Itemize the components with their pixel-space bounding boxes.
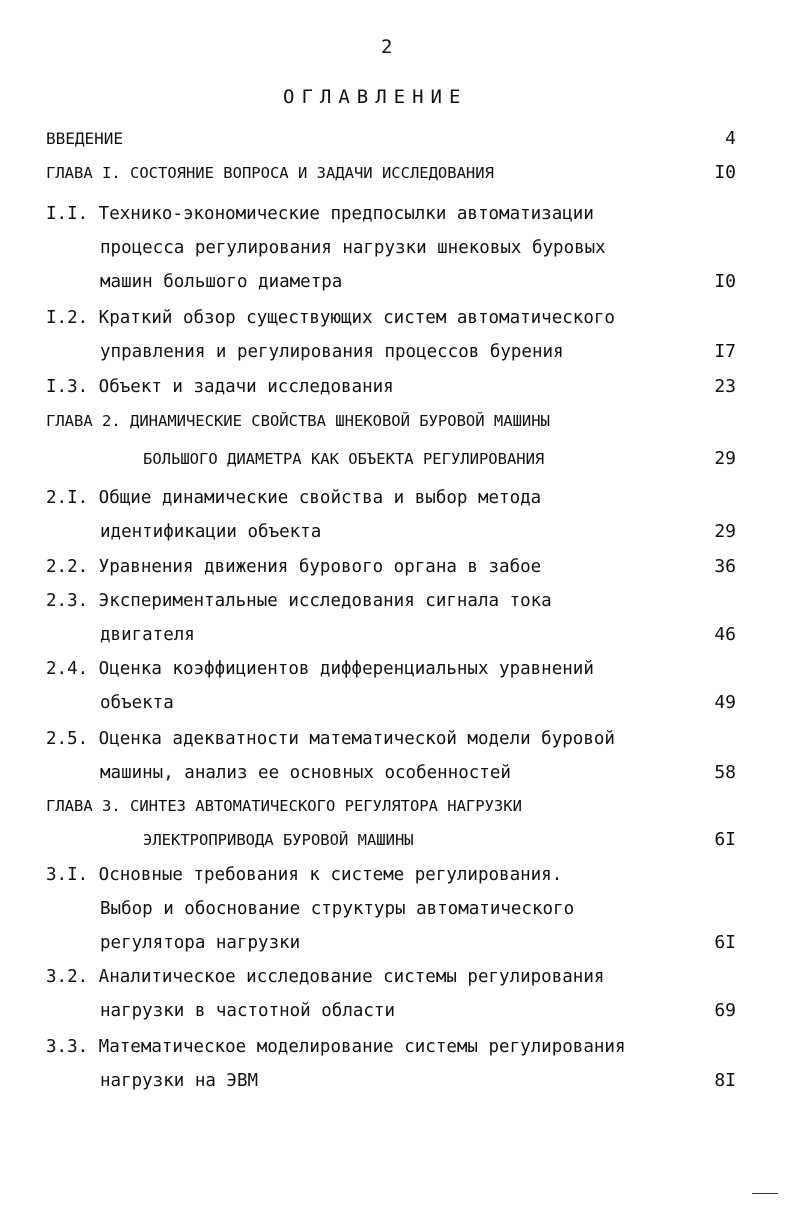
toc-entry-page: 23 (714, 376, 736, 397)
corner-mark (752, 1193, 778, 1194)
toc-entry-line: нагрузки в частотной области (100, 1001, 396, 1021)
toc-entry-line: нагрузки на ЭВМ (100, 1071, 259, 1091)
toc-entry-page: I0 (714, 162, 736, 183)
toc-entry-line: процесса регулирования нагрузки шнековых буровых (100, 238, 606, 258)
toc-entry-line: Выбор и обоснование структуры автоматического (100, 899, 575, 919)
toc-entry-line: машин большого диаметра (100, 272, 343, 292)
toc-entry-line: двигателя (100, 625, 195, 645)
toc-entry-page: I0 (714, 271, 736, 292)
toc-entry-line: 3.I. Основные требования к системе регулирования. (46, 865, 563, 885)
toc-entry-page: 49 (714, 692, 736, 713)
toc-entry-line: 2.3. Экспериментальные исследования сигнала тока (46, 591, 552, 611)
toc-chapter-line: ГЛАВА 2. ДИНАМИЧЕСКИЕ СВОЙСТВА ШНЕКОВОЙ БУРОВОЙ МАШИНЫ (46, 412, 550, 430)
toc-entry-page: I7 (714, 341, 736, 362)
toc-entry-line: 3.2. Аналитическое исследование системы регулирования (46, 967, 605, 987)
toc-entry-page: 58 (714, 762, 736, 783)
toc-entry-line: I.3. Объект и задачи исследования (46, 377, 394, 397)
toc-entry-line: I.2. Краткий обзор существующих систем автоматического (46, 308, 615, 328)
toc-entry-page: 6I (714, 932, 736, 953)
toc-entry-line: управления и регулирования процессов бурения (100, 342, 564, 362)
toc-entry-line: I.I. Технико-экономические предпосылки автоматизации (46, 204, 594, 224)
page-number: 2 (381, 36, 393, 58)
toc-entry-line: 2.4. Оценка коэффициентов дифференциальных уравнений (46, 659, 594, 679)
toc-chapter-line: БОЛЬШОГО ДИАМЕТРА КАК ОБЪЕКТА РЕГУЛИРОВАНИЯ (143, 450, 545, 468)
toc-entry-line: машины, анализ ее основных особенностей (100, 763, 511, 783)
toc-chapter-line: ГЛАВА I. СОСТОЯНИЕ ВОПРОСА И ЗАДАЧИ ИССЛЕДОВАНИЯ (46, 164, 494, 182)
toc-entry-line: 2.5. Оценка адекватности математической модели буровой (46, 729, 615, 749)
toc-chapter-line: ГЛАВА 3. СИНТЕЗ АВТОМАТИЧЕСКОГО РЕГУЛЯТОРА НАГРУЗКИ (46, 797, 522, 815)
toc-entry-line: идентификации объекта (100, 522, 322, 542)
toc-entry-line: 3.3. Математическое моделирование системы регулирования (46, 1037, 626, 1057)
toc-heading: ОГЛАВЛЕНИЕ (283, 86, 468, 108)
toc-entry-page: 46 (714, 624, 736, 645)
toc-entry-line: ВВЕДЕНИЕ (46, 129, 124, 148)
toc-entry-page: 69 (714, 1000, 736, 1021)
toc-chapter-line: ЭЛЕКТРОПРИВОДА БУРОВОЙ МАШИНЫ (143, 831, 414, 849)
toc-entry-line: 2.2. Уравнения движения бурового органа в забое (46, 557, 542, 577)
toc-entry-page: 8I (714, 1070, 736, 1091)
toc-entry-line: регулятора нагрузки (100, 933, 301, 953)
toc-entry-page: 4 (725, 128, 736, 149)
toc-entry-page: 29 (714, 448, 736, 469)
toc-entry-line: объекта (100, 693, 174, 713)
toc-entry-page: 36 (714, 556, 736, 577)
toc-entry-line: 2.I. Общие динамические свойства и выбор метода (46, 488, 542, 508)
toc-entry-page: 6I (714, 829, 736, 850)
toc-entry-page: 29 (714, 521, 736, 542)
